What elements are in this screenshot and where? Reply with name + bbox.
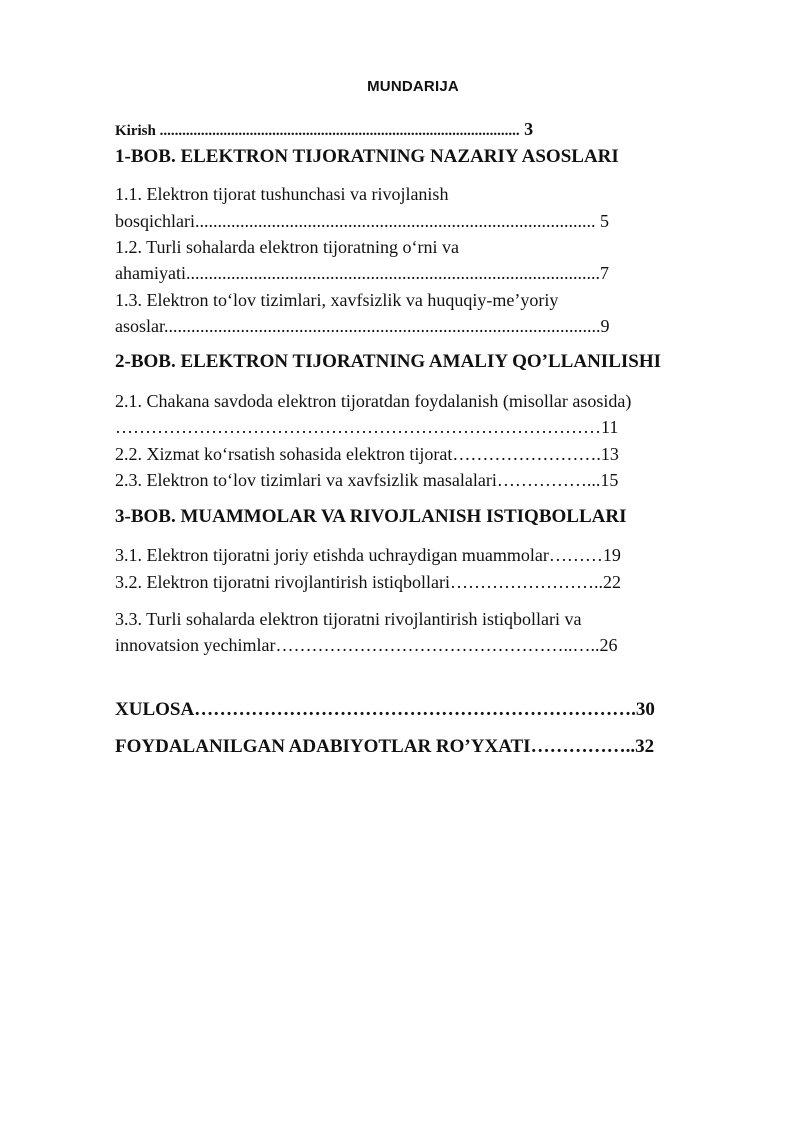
toc-entry-2-1-line1: 2.1. Chakana savdoda elektron tijoratdan foydalanish (misollar asosida) [115,391,632,411]
chapter-1-heading: 1-BOB. ELEKTRON TIJORATNING NAZARIY ASOSLARI [115,146,619,167]
chapter-2-heading: 2-BOB. ELEKTRON TIJORATNING AMALIY QO’LLANILISHI [115,351,661,372]
chapter-3-heading: 3-BOB. MUAMMOLAR VA RIVOJLANISH ISTIQBOLLARI [115,506,627,527]
toc-entry-2-3: 2.3. Elektron to‘lov tizimlari va xavfsizlik masalalari……………...15 [115,470,619,490]
toc-entry-adabiyotlar: FOYDALANILGAN ADABIYOTLAR RO’YXATI……………..32 [115,736,655,757]
toc-entry-3-3-line2: innovatsion yechimlar…………………………………………..…..26 [115,635,618,655]
toc-entry-1-3-line2: asoslar.................................................................................................9 [115,316,610,336]
toc-entry-xulosa: XULOSA…………………………………………………………….30 [115,699,655,720]
toc-entry-2-1-line2: ………………………………………………………………………11 [115,417,619,437]
toc-entry-1-1-line1: 1.1. Elektron tijorat tushunchasi va rivojlanish [115,184,449,204]
toc-entry-1-3-line1: 1.3. Elektron to‘lov tizimlari, xavfsizlik va huquqiy-me’yoriy [115,290,559,310]
page-title: MUNDARIJA [367,78,459,95]
toc-entry-1-1-line2: bosqichlari......................................................................................... 5 [115,211,609,231]
toc-entry-kirish-text: Kirish ................................................................................................ [115,123,520,139]
toc-entry-kirish-page: 3 [519,119,534,139]
toc-entry-3-1: 3.1. Elektron tijoratni joriy etishda uchraydigan muammolar………19 [115,545,621,565]
toc-entry-3-3-line1: 3.3. Turli sohalarda elektron tijoratni rivojlantirish istiqbollari va [115,609,582,629]
toc-entry-3-2: 3.2. Elektron tijoratni rivojlantirish istiqbollari……………………..22 [115,572,621,592]
toc-entry-kirish [115,118,533,142]
toc-entry-1-2-line1: 1.2. Turli sohalarda elektron tijoratning o‘rni va [115,237,459,257]
toc-entry-1-2-line2: ahamiyati............................................................................................7 [115,263,609,283]
toc-entry-2-2: 2.2. Xizmat ko‘rsatish sohasida elektron tijorat…………………….13 [115,444,619,464]
